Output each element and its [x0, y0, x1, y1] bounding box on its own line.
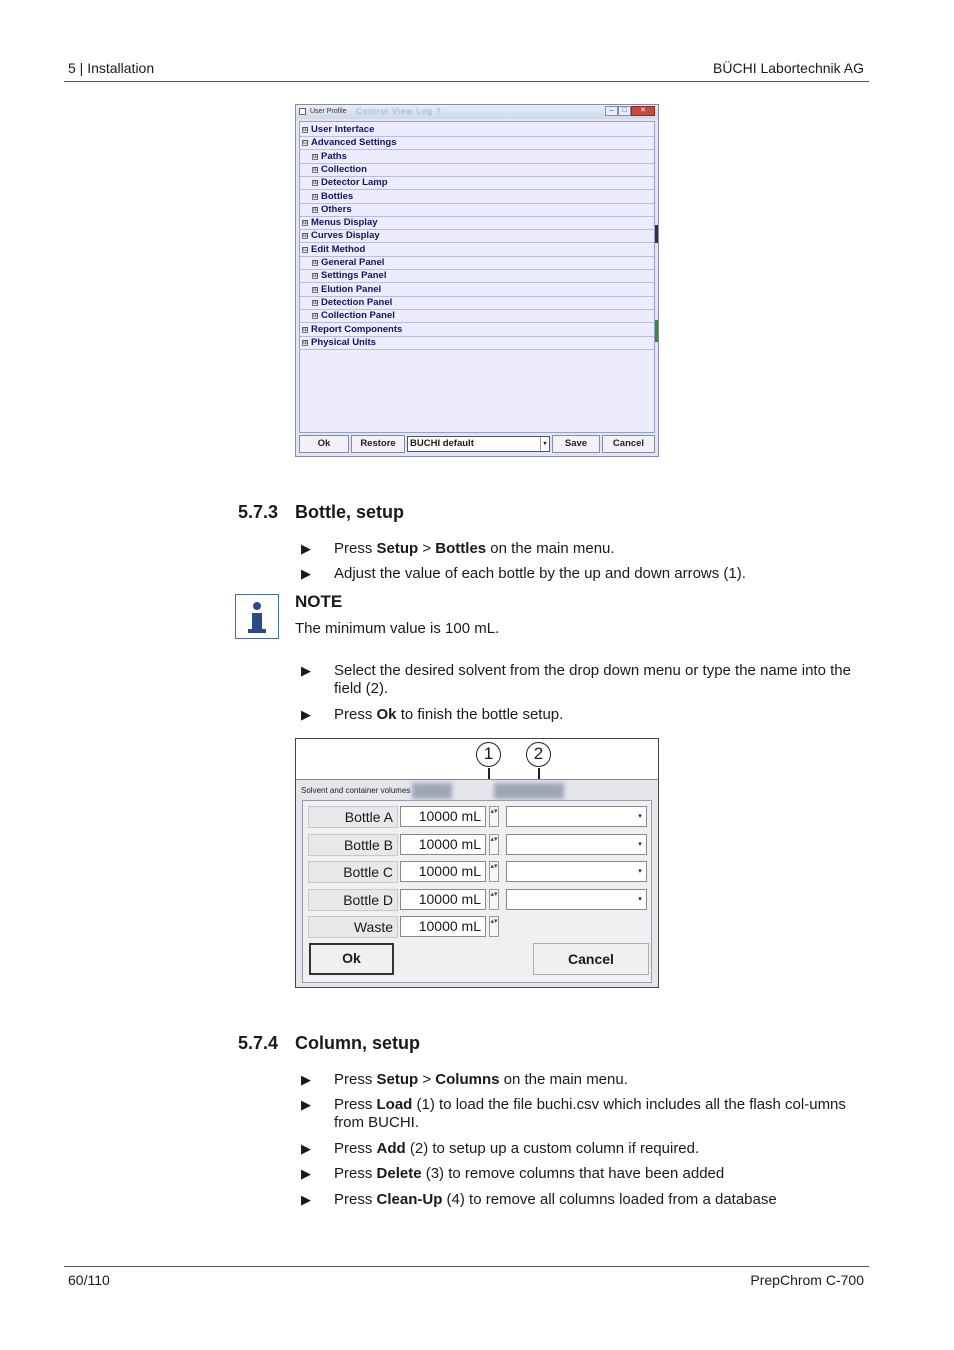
up-down-arrows-icon[interactable]: ▴▾ [489, 861, 499, 882]
section-title: Bottle, setup [295, 502, 405, 522]
profile-button-bar [299, 435, 655, 453]
minimize-icon[interactable]: – [605, 106, 618, 116]
tree-item[interactable] [300, 297, 654, 310]
list-item: ▶ Press Clean-Up (4) to remove all columns loaded from a database [301, 1191, 777, 1208]
expand-icon[interactable]: ⊞ [313, 313, 319, 320]
tree-item-label: Advanced Settings [311, 137, 397, 149]
tree-item[interactable] [300, 137, 654, 150]
expand-icon[interactable]: ⊞ [313, 206, 319, 213]
tree-item[interactable] [300, 124, 654, 137]
chevron-down-icon: ▾ [638, 868, 642, 875]
list-item: ▶ Press Setup > Bottles on the main menu. [301, 540, 615, 557]
tree-item[interactable] [300, 257, 654, 270]
menu-ref: Load [376, 1096, 413, 1113]
expand-icon[interactable]: ⊞ [313, 166, 319, 173]
edge-mark [655, 320, 658, 342]
product-name: PrepChrom C-700 [750, 1272, 864, 1288]
expand-icon[interactable]: ⊞ [303, 339, 309, 346]
menubar-ghost: Control View Log ? [356, 107, 442, 116]
tree-item-label: Elution Panel [321, 283, 382, 295]
bullet-icon: ▶ [301, 566, 311, 581]
close-icon[interactable]: ✕ [631, 106, 655, 116]
section-heading-column-setup [238, 1033, 420, 1054]
bullet-icon: ▶ [301, 541, 311, 556]
expand-icon[interactable]: ⊞ [313, 193, 319, 200]
volume-field[interactable]: 10000 mL [400, 834, 486, 855]
up-down-arrows-icon[interactable]: ▴▾ [489, 916, 499, 937]
expand-icon[interactable]: ⊞ [313, 286, 319, 293]
bottle-dialog-figure [295, 738, 659, 988]
app-icon [299, 108, 306, 115]
footer-rule [64, 1266, 869, 1267]
up-down-arrows-icon[interactable]: ▴▾ [489, 889, 499, 910]
bottle-dialog [296, 779, 658, 988]
bottle-label: Bottle B [308, 834, 398, 856]
chevron-down-icon: ▾ [540, 437, 549, 451]
volume-field[interactable]: 10000 mL [400, 806, 486, 827]
list-item: ▶ Press Ok to finish the bottle setup. [301, 706, 564, 723]
volume-field[interactable]: 10000 mL [400, 889, 486, 910]
bottle-label: Bottle D [308, 889, 398, 911]
list-item: ▶ Press Setup > Columns on the main menu. [301, 1071, 628, 1088]
tree-item[interactable] [300, 324, 654, 337]
tree-item-label: Physical Units [311, 336, 376, 348]
tree-item-label: Curves Display [311, 230, 380, 242]
profile-select[interactable] [407, 436, 550, 452]
page-number: 60/110 [68, 1272, 110, 1288]
bottle-label: Waste [308, 916, 398, 938]
profile-select-value: BUCHI default [410, 438, 474, 449]
settings-tree [299, 121, 655, 433]
bullet-icon: ▶ [301, 707, 311, 722]
tree-item-label: Detection Panel [321, 296, 393, 308]
tree-item-label: Collection [321, 163, 367, 175]
list-item: ▶ Press Load (1) to load the file buchi.csv which includes all the flash col-umns from BUCHI. [301, 1096, 846, 1131]
bullet-icon: ▶ [301, 663, 311, 678]
callout-1: 1 [476, 742, 501, 767]
tree-item[interactable] [300, 151, 654, 164]
bottle-label: Bottle C [308, 861, 398, 883]
tree-item-label: Detector Lamp [321, 177, 388, 189]
tree-item[interactable] [300, 337, 654, 350]
chevron-down-icon: ▾ [638, 840, 642, 848]
cancel-button[interactable]: Cancel [533, 943, 649, 975]
ok-button[interactable]: Ok [309, 943, 394, 975]
window-title: User Profile [310, 108, 347, 115]
menu-ref: Add [376, 1140, 406, 1157]
tree-item-label: Collection Panel [321, 310, 395, 322]
callout-2: 2 [526, 742, 551, 767]
list-item-text: Adjust the value of each bottle by the up and down arrows (1). [334, 565, 746, 582]
cancel-button[interactable]: Cancel [602, 435, 655, 453]
bottle-form [302, 800, 652, 983]
expand-icon[interactable]: ⊞ [313, 260, 319, 266]
solvent-dropdown[interactable] [506, 889, 647, 910]
user-profile-window [295, 104, 659, 457]
tree-item[interactable] [300, 204, 654, 217]
note-text: The minimum value is 100 mL. [295, 620, 500, 637]
menu-ref: Setup [376, 540, 419, 557]
chevron-down-icon: ▾ [638, 813, 642, 820]
expand-icon[interactable]: ⊞ [303, 127, 309, 133]
up-down-arrows-icon[interactable]: ▴▾ [489, 834, 499, 855]
tree-item[interactable] [300, 270, 654, 283]
section-heading-bottle-setup [238, 502, 404, 523]
menu-ref: Ok [376, 706, 397, 723]
expand-icon[interactable]: ⊞ [303, 326, 309, 333]
chevron-down-icon: ▾ [638, 895, 642, 903]
header-section: 5 | Installation [68, 60, 155, 76]
tree-item[interactable] [300, 217, 654, 230]
menu-ref: Delete [376, 1165, 422, 1182]
ok-button[interactable]: Ok [299, 435, 349, 453]
solvent-dropdown[interactable] [506, 861, 647, 882]
tree-item[interactable] [300, 191, 654, 204]
maximize-icon[interactable]: □ [618, 106, 631, 116]
list-item: ▶ Press Delete (3) to remove columns that have been added [301, 1165, 725, 1182]
section-number: 5.7.3 [238, 502, 279, 522]
menu-ref: Columns [435, 1071, 500, 1088]
tree-item-label: Menus Display [311, 217, 378, 229]
tree-item[interactable] [300, 230, 654, 243]
expand-icon[interactable]: ⊞ [313, 273, 319, 280]
menu-ref: Bottles [435, 540, 487, 557]
expand-icon[interactable]: ⊞ [313, 153, 319, 160]
up-down-arrows-icon[interactable]: ▴▾ [489, 806, 499, 827]
bullet-icon: ▶ [301, 1192, 311, 1207]
bullet-icon: ▶ [301, 1097, 311, 1112]
list-item [301, 565, 866, 583]
section-title: Column, setup [295, 1033, 420, 1053]
title-bar [296, 105, 658, 119]
tree-item-label: Bottles [321, 190, 354, 202]
dialog-title: Solvent and container volumes [301, 786, 411, 795]
expand-icon[interactable]: ⊞ [313, 180, 319, 187]
bottle-label: Bottle A [308, 806, 398, 828]
save-button[interactable]: Save [552, 435, 600, 453]
tree-item-label: Others [321, 203, 352, 215]
info-icon [235, 594, 279, 639]
tree-item-label: General Panel [321, 257, 385, 268]
tree-item[interactable] [300, 244, 654, 257]
tree-item-label: Paths [321, 150, 347, 162]
bullet-icon: ▶ [301, 1072, 311, 1087]
list-item: ▶ Press Add (2) to setup up a custom column if required. [301, 1140, 700, 1157]
collapse-icon[interactable]: ⊟ [303, 246, 309, 253]
solvent-dropdown[interactable] [506, 834, 647, 855]
menu-ref: Setup [376, 1071, 419, 1088]
solvent-dropdown[interactable] [506, 806, 647, 827]
bullet-icon: ▶ [301, 1141, 311, 1156]
list-item [301, 662, 866, 698]
tree-item-label: Edit Method [311, 243, 366, 255]
restore-button[interactable]: Restore [351, 435, 405, 453]
expand-icon[interactable]: ⊞ [303, 220, 309, 227]
collapse-icon[interactable]: ⊟ [303, 140, 309, 147]
bullet-icon: ▶ [301, 1166, 311, 1181]
header-rule [64, 81, 869, 82]
expand-icon[interactable]: ⊞ [313, 299, 319, 306]
menu-ref: Clean-Up [376, 1191, 443, 1208]
volume-field[interactable]: 10000 mL [400, 861, 486, 882]
tree-item[interactable] [300, 284, 654, 297]
header-company: BÜCHI Labortechnik AG [713, 60, 864, 76]
list-item-text: Select the desired solvent from the drop down menu or type the name into the field (2). [334, 662, 851, 697]
expand-icon[interactable]: ⊞ [303, 233, 309, 240]
tree-item-label: User Interface [311, 124, 375, 135]
tree-item[interactable] [300, 177, 654, 190]
tree-item[interactable] [300, 310, 654, 323]
tree-item[interactable] [300, 164, 654, 177]
edge-mark [655, 225, 658, 243]
tree-item-label: Settings Panel [321, 270, 387, 282]
tree-item-label: Report Components [311, 323, 403, 335]
section-number: 5.7.4 [238, 1033, 279, 1053]
note-title: NOTE [295, 592, 343, 611]
volume-field[interactable]: 10000 mL [400, 916, 486, 937]
